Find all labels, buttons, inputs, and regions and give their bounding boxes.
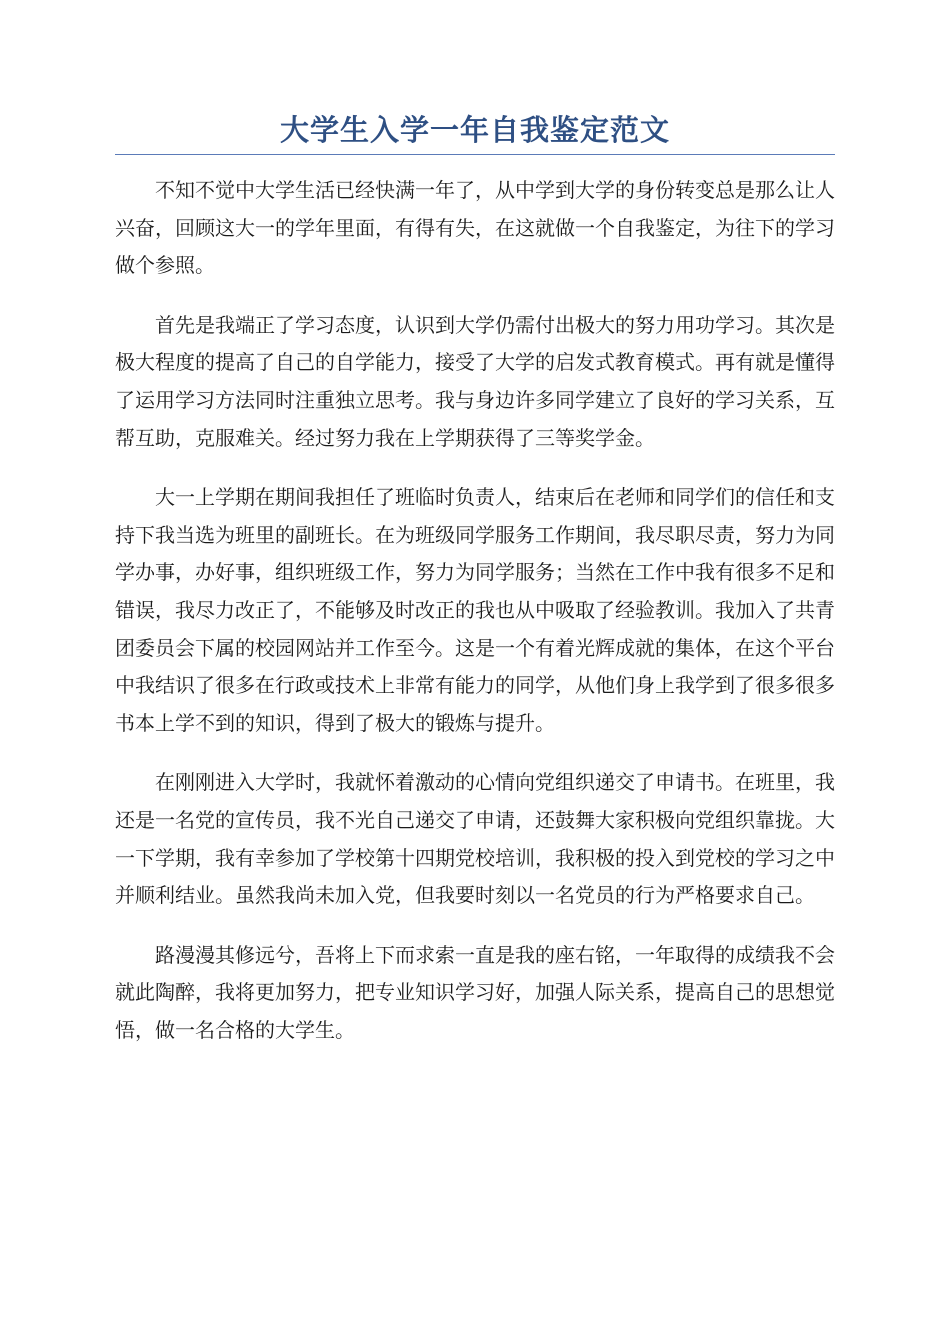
document-body [115,172,835,1071]
paragraph-study: 首先是我端正了学习态度，认识到大学仍需付出极大的努力用功学习。其次是极大程度的提高了自己的自学能力，接受了大学的启发式教育模式。再有就是懂得了运用学习方法同时注重独立思考。我与身边许多同学建立了良好的学习关系，互帮互助，克服难关。经过努力我在上学期获得了三等奖学金。 [115,312,835,450]
page-title: 大学生入学一年自我鉴定范文 [279,113,670,147]
paragraph-party: 在刚刚进入大学时，我就怀着激动的心情向党组织递交了申请书。在班里，我还是一名党的宣传员，我不光自己递交了申请，还鼓舞大家积极向党组织靠拢。大一下学期，我有幸参加了学校第十四期党校培训，我积极的投入到党校的学习之中并顺利结业。虽然我尚未加入党，但我要时刻以一名党员的行为严格要求自己。 [115,770,835,908]
paragraph-conclusion: 路漫漫其修远兮，吾将上下而求索一直是我的座右铭，一年取得的成绩我不会就此陶醉，我将更加努力，把专业知识学习好，加强人际关系，提高自己的思想觉悟，做一名合格的大学生。 [115,942,835,1042]
paragraph-intro: 不知不觉中大学生活已经快满一年了，从中学到大学的身份转变总是那么让人兴奋，回顾这大一的学年里面，有得有失，在这就做一个自我鉴定，为往下的学习做个参照。 [115,178,835,278]
title-underline [115,154,835,155]
title-block [115,110,835,155]
paragraph-class-work: 大一上学期在期间我担任了班临时负责人，结束后在老师和同学们的信任和支持下我当选为班里的副班长。在为班级同学服务工作期间，我尽职尽责，努力为同学办事，办好事，组织班级工作，努力为同学服务；当然在工作中我有很多不足和错误，我尽力改正了，不能够及时改正的我也从中吸取了经验教训。我加入了共青团委员会下属的校园网站并工作至今。这是一个有着光辉成就的集体，在这个平台中我结识了很多在行政或技术上非常有能力的同学，从他们身上我学到了很多很多书本上学不到的知识，得到了极大的锻炼与提升。 [115,485,835,735]
